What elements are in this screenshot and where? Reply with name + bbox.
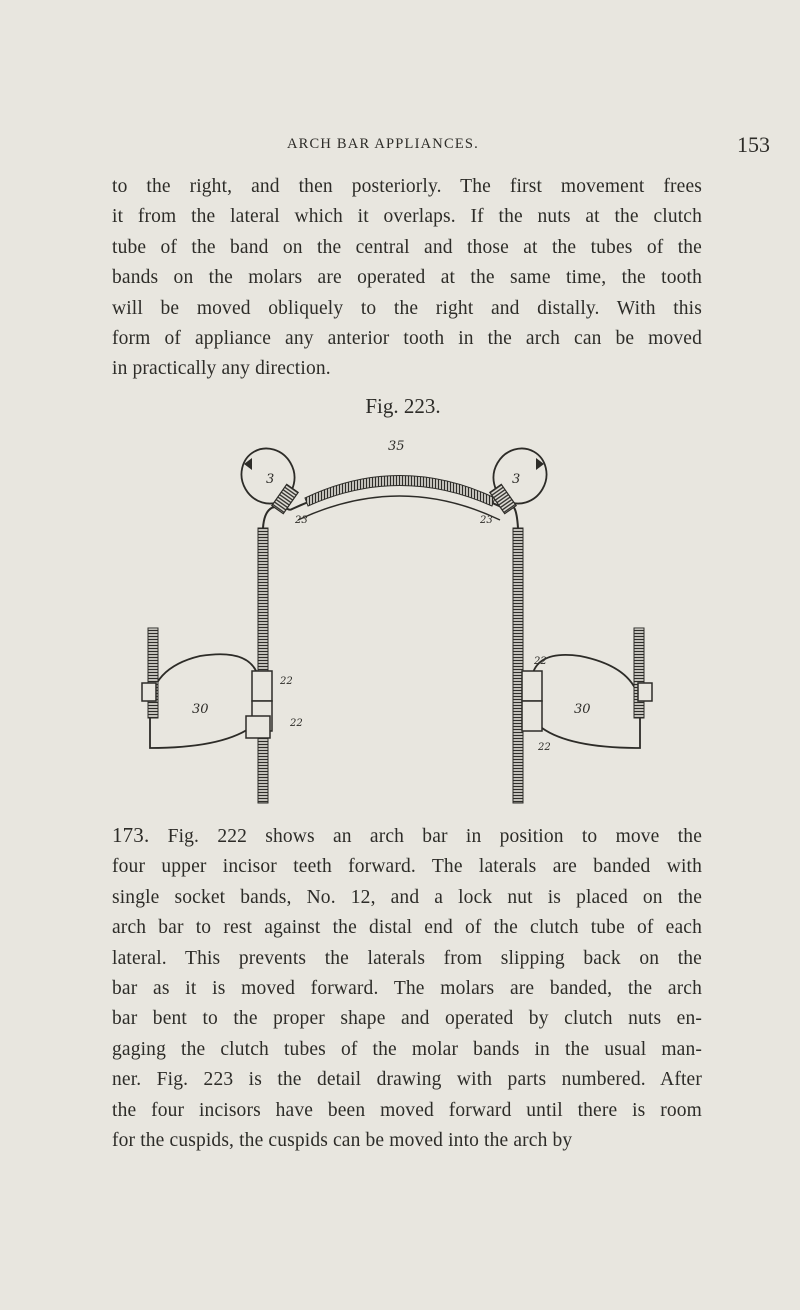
first-line-text: Fig. 222 shows an arch bar in position to move the [167, 826, 702, 847]
page-header [0, 132, 800, 166]
text-line [112, 820, 702, 852]
left-bar [258, 507, 290, 803]
label-left-upper: 22 [280, 676, 293, 687]
label-right-incisor: 3 [512, 472, 521, 487]
page-number: 153 [737, 132, 770, 157]
label-left-small: 23 [295, 515, 308, 526]
text-line: single socket bands, No. 12, and a lock nut is placed on the [112, 886, 702, 908]
text-line: bands on the molars are operated at the same time, the tooth [112, 267, 702, 289]
text-line: it from the lateral which it overlaps. If the nuts at the clutch [112, 206, 702, 228]
text-line: tube of the band on the central and those at the tubes of the [112, 236, 702, 258]
paragraph-continued [112, 172, 702, 385]
text-line: ner. Fig. 223 is the detail drawing with parts numbered. After [112, 1069, 702, 1091]
text-line: the four incisors have been moved forward until there is room [112, 1099, 702, 1121]
paragraph-number: 173. [112, 823, 150, 847]
left-molar-band [142, 628, 272, 748]
text-line: to the right, and then posteriorly. The first movement frees [112, 176, 702, 197]
running-head: ARCH BAR APPLIANCES. [287, 136, 479, 152]
text-line: bar as it is moved forward. The molars are banded, the arch [112, 978, 702, 1000]
text-line: arch bar to rest against the distal end of the clutch tube of each [112, 917, 702, 939]
right-molar-band [522, 628, 652, 748]
figure-caption: Fig. 223. [365, 394, 441, 418]
label-left-lower: 22 [290, 718, 303, 729]
text-line: for the cuspids, the cuspids can be moved into the arch by [112, 1130, 573, 1152]
paragraph-173 [112, 820, 702, 1156]
right-bar [508, 507, 523, 803]
arch-bar [290, 476, 508, 521]
text-line: lateral. This prevents the laterals from slipping back on the [112, 947, 702, 969]
label-right-tooth: 30 [574, 702, 591, 717]
text-line: bar bent to the proper shape and operated by clutch nuts en- [112, 1008, 702, 1030]
text-line: gaging the clutch tubes of the molar bands in the usual man- [112, 1038, 702, 1060]
label-right-small: 23 [480, 515, 493, 526]
label-left-tooth: 30 [192, 702, 209, 717]
figure-223-arch-bar-drawing [140, 428, 660, 808]
label-left-incisor: 3 [266, 472, 275, 487]
text-line: will be moved obliquely to the right and distally. With this [112, 297, 702, 319]
label-top: 35 [388, 439, 405, 454]
text-line: four upper incisor teeth forward. The laterals are banded with [112, 856, 702, 878]
label-right-lower: 22 [538, 742, 551, 753]
label-right-upper: 22 [534, 656, 547, 667]
text-line: in practically any direction. [112, 358, 331, 380]
text-line: form of appliance any anterior tooth in the arch can be moved [112, 328, 702, 350]
